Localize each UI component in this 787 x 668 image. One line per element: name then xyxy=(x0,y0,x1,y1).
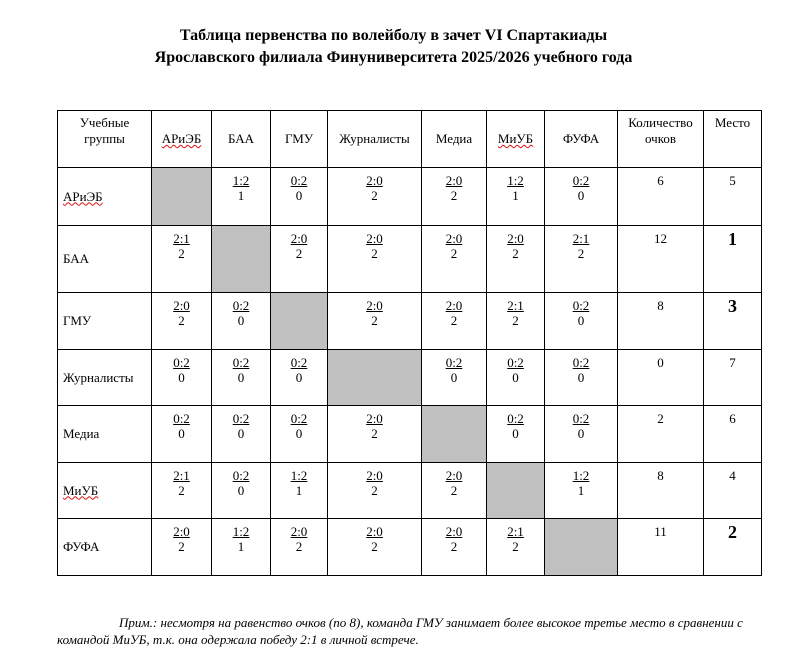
total-points-cell xyxy=(618,463,704,519)
match-cell xyxy=(328,519,422,576)
match-cell xyxy=(212,406,271,463)
place-cell xyxy=(704,519,762,576)
match-points: 0 xyxy=(295,188,303,203)
match-score: 1:2 xyxy=(290,468,308,483)
match-cell xyxy=(422,350,487,406)
match-points: 2 xyxy=(577,246,585,261)
team-name: Журналисты xyxy=(63,369,134,385)
match-points: 2 xyxy=(512,539,519,554)
match-score: 2:0 xyxy=(445,524,463,539)
table-row xyxy=(58,463,762,519)
match-cell xyxy=(487,519,545,576)
match-score: 1:2 xyxy=(507,173,524,188)
match-score: 2:0 xyxy=(445,298,463,313)
match-score: 2:0 xyxy=(366,231,383,246)
self-match-cell xyxy=(328,350,422,406)
match-score: 0:2 xyxy=(572,173,590,188)
footnote: Прим.: несмотря на равенство очков (по 8), команда ГМУ занимает более высокое третье место в сравнении с командой МиУБ, т.к. она одержала победу 2:1 в личной встрече. xyxy=(57,615,743,647)
team-row-label xyxy=(58,463,152,519)
match-score: 2:0 xyxy=(445,231,463,246)
place-value: 4 xyxy=(729,468,736,483)
match-score: 2:0 xyxy=(366,298,383,313)
match-cell xyxy=(328,226,422,293)
match-score: 0:2 xyxy=(173,355,190,370)
match-cell xyxy=(487,406,545,463)
standings-body xyxy=(58,168,762,576)
match-score: 0:2 xyxy=(445,355,463,370)
match-points: 2 xyxy=(450,313,458,328)
match-score: 0:2 xyxy=(232,411,250,426)
team-name: АРиЭБ xyxy=(63,188,103,204)
groups-header-line-1: Учебные xyxy=(79,115,130,130)
match-cell xyxy=(271,350,328,406)
team-row-label xyxy=(58,293,152,350)
self-match-cell xyxy=(487,463,545,519)
total-points-cell xyxy=(618,519,704,576)
match-points: 2 xyxy=(450,188,458,203)
match-points: 2 xyxy=(371,313,378,328)
match-cell xyxy=(328,168,422,226)
match-score: 2:1 xyxy=(507,298,524,313)
match-points: 0 xyxy=(178,370,185,385)
match-cell xyxy=(152,293,212,350)
match-score: 1:2 xyxy=(232,173,250,188)
total-points: 0 xyxy=(657,355,664,370)
match-score: 0:2 xyxy=(290,173,308,188)
match-points: 0 xyxy=(237,483,245,498)
match-points: 2 xyxy=(450,483,458,498)
match-cell xyxy=(422,463,487,519)
match-points: 0 xyxy=(178,426,185,441)
team-name: МиУБ xyxy=(63,482,99,498)
place-value: 1 xyxy=(728,229,737,249)
match-cell xyxy=(152,519,212,576)
match-cell xyxy=(271,463,328,519)
team-header-label: МиУБ xyxy=(497,131,534,146)
place-cell xyxy=(704,406,762,463)
points-header xyxy=(618,111,704,168)
match-points: 0 xyxy=(577,188,585,203)
table-row xyxy=(58,226,762,293)
place-cell xyxy=(704,463,762,519)
self-match-cell xyxy=(545,519,618,576)
match-score: 2:0 xyxy=(290,231,308,246)
standings-table xyxy=(57,110,762,576)
match-points: 1 xyxy=(295,483,303,498)
match-cell xyxy=(422,168,487,226)
self-match-cell xyxy=(422,406,487,463)
match-cell xyxy=(328,406,422,463)
match-points: 0 xyxy=(450,370,458,385)
total-points-cell xyxy=(618,293,704,350)
match-points: 2 xyxy=(450,539,458,554)
team-row-label xyxy=(58,226,152,293)
match-points: 0 xyxy=(577,370,585,385)
match-points: 1 xyxy=(237,188,245,203)
match-cell xyxy=(487,293,545,350)
match-score: 2:1 xyxy=(173,231,190,246)
match-score: 2:0 xyxy=(445,173,463,188)
match-points: 0 xyxy=(512,426,519,441)
match-cell xyxy=(487,226,545,293)
total-points: 2 xyxy=(657,411,664,426)
match-score: 0:2 xyxy=(232,298,250,313)
match-cell xyxy=(271,406,328,463)
match-score: 2:0 xyxy=(366,468,383,483)
match-points: 2 xyxy=(371,246,378,261)
groups-header xyxy=(58,111,152,168)
match-points: 2 xyxy=(512,313,519,328)
match-points: 2 xyxy=(295,246,303,261)
team-name: ГМУ xyxy=(63,313,92,328)
match-score: 2:0 xyxy=(366,524,383,539)
match-score: 2:1 xyxy=(572,231,590,246)
match-score: 1:2 xyxy=(232,524,250,539)
match-score: 2:0 xyxy=(290,524,308,539)
match-cell xyxy=(422,226,487,293)
match-cell xyxy=(487,168,545,226)
match-points: 2 xyxy=(178,483,185,498)
match-cell xyxy=(152,463,212,519)
match-points: 2 xyxy=(178,539,185,554)
match-score: 0:2 xyxy=(232,468,250,483)
match-points: 2 xyxy=(178,246,185,261)
place-value: 3 xyxy=(728,296,737,316)
place-value: 2 xyxy=(728,522,737,542)
match-cell xyxy=(422,293,487,350)
total-points: 6 xyxy=(657,173,664,188)
table-row xyxy=(58,406,762,463)
total-points: 8 xyxy=(657,468,664,483)
header-row xyxy=(58,111,762,168)
match-cell xyxy=(545,463,618,519)
team-row-label xyxy=(58,350,152,406)
page-title-line-1: Таблица первенства по волейболу в зачет VI Спартакиады xyxy=(179,27,608,44)
place-cell xyxy=(704,350,762,406)
team-header-6 xyxy=(545,111,618,168)
total-points-cell xyxy=(618,168,704,226)
match-cell xyxy=(271,226,328,293)
match-score: 2:0 xyxy=(366,411,383,426)
place-header-label: Место xyxy=(714,115,751,130)
team-header-1 xyxy=(212,111,271,168)
team-header-label: БАА xyxy=(227,131,255,146)
match-points: 0 xyxy=(295,426,303,441)
match-cell xyxy=(545,406,618,463)
place-value: 5 xyxy=(729,173,736,188)
match-score: 0:2 xyxy=(572,298,590,313)
place-cell xyxy=(704,226,762,293)
team-row-label xyxy=(58,406,152,463)
team-header-2 xyxy=(271,111,328,168)
match-cell xyxy=(545,293,618,350)
team-header-label: ГМУ xyxy=(284,131,314,146)
match-cell xyxy=(212,519,271,576)
match-points: 2 xyxy=(450,246,458,261)
table-row xyxy=(58,293,762,350)
match-points: 2 xyxy=(295,539,303,554)
table-row xyxy=(58,350,762,406)
place-value: 7 xyxy=(729,355,736,370)
match-cell xyxy=(545,226,618,293)
team-header-label: АРиЭБ xyxy=(161,131,202,146)
match-points: 0 xyxy=(237,426,245,441)
match-points: 0 xyxy=(295,370,303,385)
match-cell xyxy=(545,350,618,406)
match-cell xyxy=(212,350,271,406)
self-match-cell xyxy=(152,168,212,226)
team-header-label: ФУФА xyxy=(562,131,600,146)
match-points: 1 xyxy=(512,188,519,203)
match-points: 0 xyxy=(577,313,585,328)
groups-header-line-2: группы xyxy=(84,131,125,146)
total-points-cell xyxy=(618,226,704,293)
place-cell xyxy=(704,168,762,226)
team-name: ФУФА xyxy=(63,539,100,554)
total-points: 12 xyxy=(654,231,667,246)
match-points: 2 xyxy=(371,188,378,203)
match-cell xyxy=(212,293,271,350)
team-header-label: Медиа xyxy=(435,131,473,146)
match-points: 0 xyxy=(512,370,519,385)
match-points: 2 xyxy=(371,539,378,554)
match-score: 2:1 xyxy=(507,524,524,539)
match-cell xyxy=(422,519,487,576)
match-cell xyxy=(152,226,212,293)
team-header-label: Журналисты xyxy=(339,131,410,146)
match-cell xyxy=(212,463,271,519)
match-score: 2:0 xyxy=(507,231,524,246)
match-cell xyxy=(328,293,422,350)
match-cell xyxy=(212,168,271,226)
team-row-label xyxy=(58,519,152,576)
total-points-cell xyxy=(618,350,704,406)
total-points-cell xyxy=(618,406,704,463)
table-row xyxy=(58,168,762,226)
match-cell xyxy=(152,406,212,463)
team-header-0 xyxy=(152,111,212,168)
match-points: 2 xyxy=(371,483,378,498)
team-name: БАА xyxy=(63,251,90,266)
match-points: 0 xyxy=(237,313,245,328)
match-points: 1 xyxy=(237,539,245,554)
match-points: 1 xyxy=(577,483,585,498)
place-value: 6 xyxy=(729,411,736,426)
match-score: 0:2 xyxy=(290,411,308,426)
match-score: 2:0 xyxy=(366,173,383,188)
self-match-cell xyxy=(212,226,271,293)
team-row-label xyxy=(58,168,152,226)
match-points: 2 xyxy=(512,246,519,261)
match-points: 0 xyxy=(237,370,245,385)
page-title-line-2: Ярославского филиала Финуниверситета 2025/2026 учебного года xyxy=(154,49,633,66)
points-header-line-2: очков xyxy=(645,131,676,146)
place-cell xyxy=(704,293,762,350)
match-cell xyxy=(487,350,545,406)
match-score: 0:2 xyxy=(507,411,524,426)
match-score: 2:1 xyxy=(173,468,190,483)
match-cell xyxy=(271,168,328,226)
match-points: 2 xyxy=(371,426,378,441)
match-points: 0 xyxy=(577,426,585,441)
team-name: Медиа xyxy=(63,426,100,441)
match-score: 0:2 xyxy=(572,411,590,426)
match-score: 2:0 xyxy=(445,468,463,483)
team-header-4 xyxy=(422,111,487,168)
match-score: 0:2 xyxy=(232,355,250,370)
match-cell xyxy=(328,463,422,519)
match-score: 1:2 xyxy=(572,468,590,483)
team-header-3 xyxy=(328,111,422,168)
self-match-cell xyxy=(271,293,328,350)
table-row xyxy=(58,519,762,576)
points-header-line-1: Количество xyxy=(628,115,693,130)
total-points: 8 xyxy=(657,298,664,313)
team-header-5 xyxy=(487,111,545,168)
match-score: 0:2 xyxy=(173,411,190,426)
match-points: 2 xyxy=(178,313,185,328)
match-score: 0:2 xyxy=(572,355,590,370)
match-cell xyxy=(152,350,212,406)
total-points: 11 xyxy=(654,524,667,539)
match-score: 2:0 xyxy=(173,298,190,313)
match-score: 0:2 xyxy=(290,355,308,370)
match-cell xyxy=(271,519,328,576)
place-header xyxy=(704,111,762,168)
match-cell xyxy=(545,168,618,226)
match-score: 2:0 xyxy=(173,524,190,539)
match-score: 0:2 xyxy=(507,355,524,370)
